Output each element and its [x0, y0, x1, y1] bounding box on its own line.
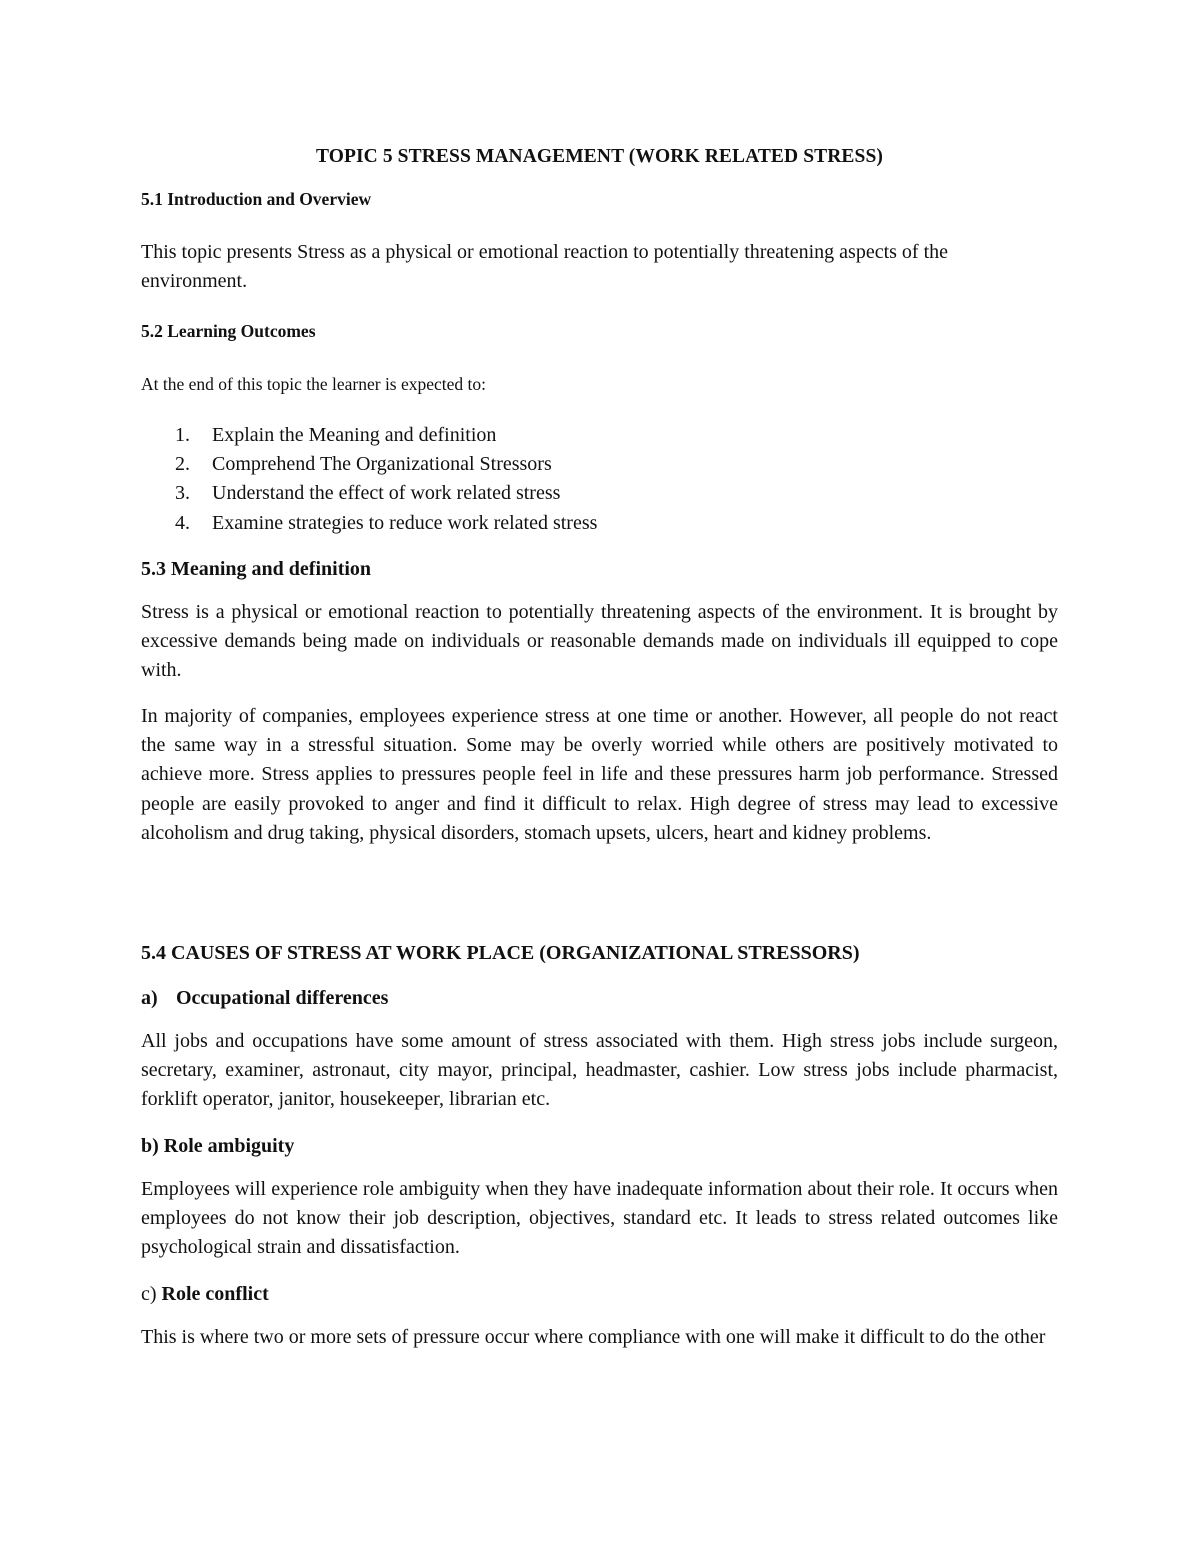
meaning-paragraph-2: In majority of companies, employees experience stress at one time or another. However, all people do not react the same way in a stressful situation. Some may be overly worried while others are positively motivated to achieve more. Stress applies to pressures people feel in life and these pressures harm job performance. Stressed people are easily provoked to anger and find it difficult to relax. High degree of stress may lead to excessive alcoholism and drug taking, physical disorders, stomach upsets, ulcers, heart and kidney problems. — [141, 705, 1058, 844]
section-heading-intro: 5.1 Introduction and Overview — [141, 189, 372, 209]
list-item — [141, 509, 1058, 538]
section-heading-meaning: 5.3 Meaning and definition — [141, 558, 372, 580]
list-item-number: 1. — [175, 424, 190, 446]
list-item-number: 4. — [175, 511, 190, 534]
outcomes-lead: At the end of this topic the learner is expected to: — [141, 374, 487, 394]
list-item — [141, 479, 1058, 508]
role-ambiguity-paragraph: Employees will experience role ambiguity when they have inadequate information about their role. It occurs when employees do not know their job description, objectives, standard etc. It leads to stress related outcomes like psychological strain and dissatisfaction. — [141, 1178, 1058, 1259]
list-item-number: 3. — [175, 482, 190, 505]
intro-paragraph: This topic presents Stress as a physical or emotional reaction to potentially threatening aspects of the environment. — [141, 241, 949, 293]
subsection-title: Occupational differences — [176, 987, 389, 1009]
subsection-title: Role conflict — [161, 1283, 269, 1305]
subsection-heading-occupational — [141, 986, 1058, 1010]
subsection-marker: c) — [141, 1283, 157, 1305]
list-item-text: Understand the effect of work related stress — [212, 482, 561, 505]
occupational-paragraph: All jobs and occupations have some amount of stress associated with them. High stress jobs include surgeon, secretary, examiner, astronaut, city mayor, principal, headmaster, cashier. Low stress jobs include pharmacist, forklift operator, janitor, housekeeper, librarian etc. — [141, 1030, 1058, 1111]
list-item-text: Comprehend The Organizational Stressors — [212, 453, 552, 476]
list-item-text: Explain the Meaning and definition — [212, 424, 497, 446]
meaning-paragraph-1: Stress is a physical or emotional reaction to potentially threatening aspects of the environment. It is brought by excessive demands being made on individuals or reasonable demands made on individuals ill equipped to cope with. — [141, 601, 1058, 682]
list-item-text: Examine strategies to reduce work related stress — [212, 511, 598, 534]
section-heading-outcomes: 5.2 Learning Outcomes — [141, 321, 316, 341]
list-item-number: 2. — [175, 453, 190, 476]
list-item — [141, 421, 1058, 450]
section-heading-causes: 5.4 CAUSES OF STRESS AT WORK PLACE (ORGANIZATIONAL STRESSORS) — [141, 942, 860, 964]
document-title: TOPIC 5 STRESS MANAGEMENT (WORK RELATED STRESS) — [315, 146, 884, 167]
subsection-heading-role-conflict — [141, 1282, 1058, 1306]
list-item — [141, 450, 1058, 479]
subsection-heading-role-ambiguity: b) Role ambiguity — [141, 1135, 295, 1157]
learning-outcomes-list — [141, 421, 1058, 538]
subsection-marker: a) — [141, 987, 158, 1009]
role-conflict-paragraph: This is where two or more sets of pressure occur where compliance with one will make it difficult to do the other — [141, 1326, 1046, 1348]
